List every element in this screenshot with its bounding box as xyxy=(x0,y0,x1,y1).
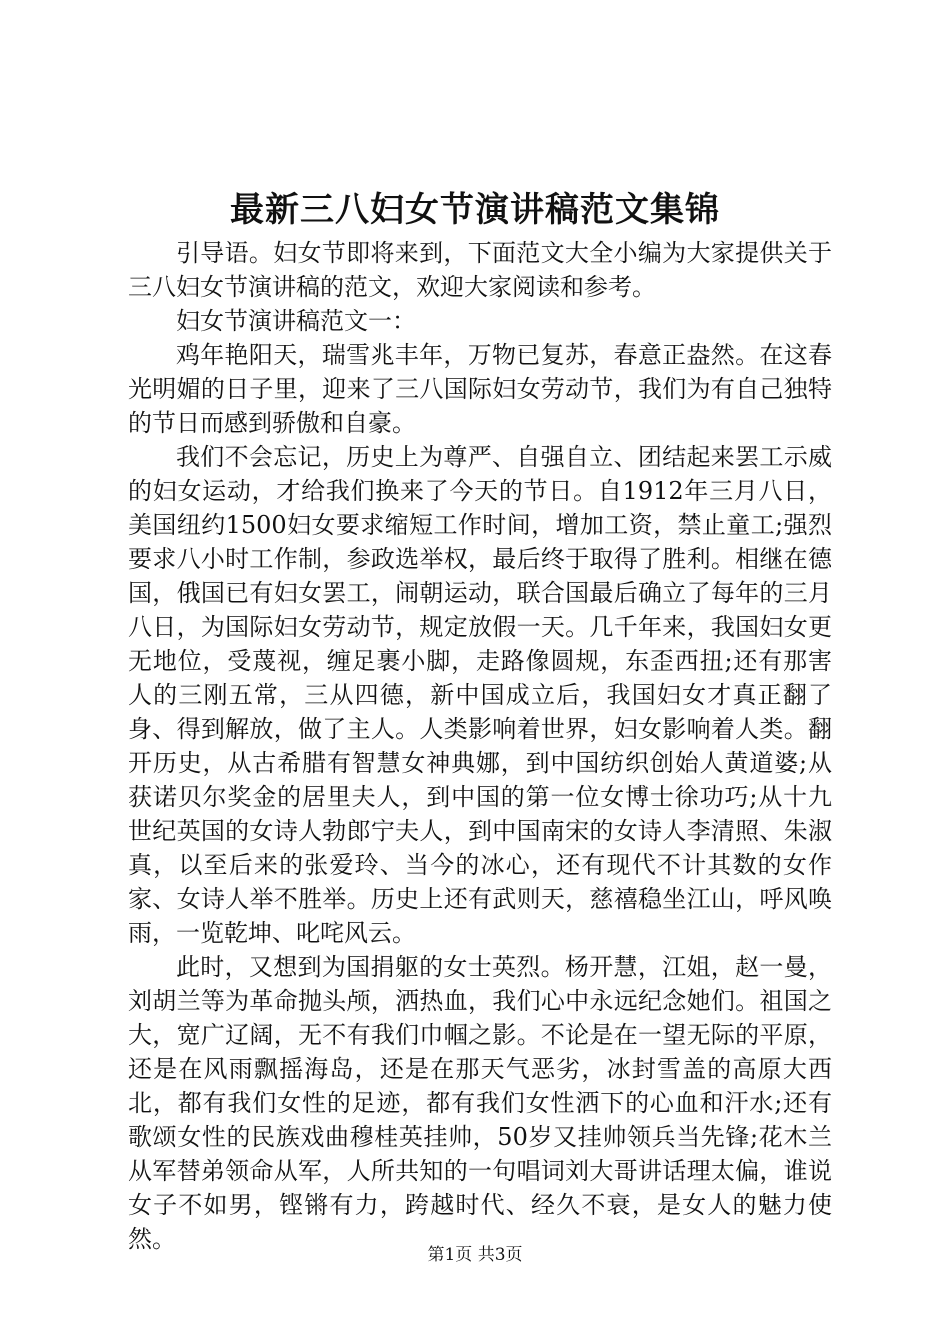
section-heading: 妇女节演讲稿范文一： xyxy=(176,307,416,335)
body-paragraph: 鸡年艳阳天，瑞雪兆丰年，万物已复苏，春意正盎然。在这春光明媚的日子里，迎来了三八国际妇女劳动节，我们为有自己独特的节日而感到骄傲和自豪。 xyxy=(128,341,832,437)
document-body xyxy=(128,236,832,1256)
document-title: 最新三八妇女节演讲稿范文集锦 xyxy=(230,190,720,230)
intro-paragraph: 引导语。妇女节即将来到，下面范文大全小编为大家提供关于三八妇女节演讲稿的范文，欢迎大家阅读和参考。 xyxy=(128,239,832,301)
page-number-footer: 第1页 共3页 xyxy=(427,1245,523,1265)
body-paragraph: 我们不会忘记，历史上为尊严、自强自立、团结起来罢工示威的妇女运动，才给我们换来了今天的节日。自1912年三月八日，美国纽约1500妇女要求缩短工作时间，增加工资，禁止童工;强烈要求八小时工作制，参政选举权，最后终于取得了胜利。相继在德国，俄国已有妇女罢工，闹朝运动，联合国最后确立了每年的三月八日，为国际妇女劳动节，规定放假一天。几千年来，我国妇女更无地位，受蔑视，缠足裹小脚，走路像圆规，东歪西扭;还有那害人的三刚五常，三从四德，新中国成立后，我国妇女才真正翻了身、得到解放，做了主人。人类影响着世界，妇女影响着人类。翻开历史，从古希腊有智慧女神典娜，到中国纺织创始人黄道婆;从获诺贝尔奖金的居里夫人，到中国的第一位女博士徐功巧;从十九世纪英国的女诗人勃郎宁夫人，到中国南宋的女诗人李清照、朱淑真，以至后来的张爱玲、当今的冰心，还有现代不计其数的女作家、女诗人举不胜举。历史上还有武则天，慈禧稳坐江山，呼风唤雨，一览乾坤、叱咤风云。 xyxy=(128,443,832,947)
body-paragraph: 此时，又想到为国捐躯的女士英烈。杨开慧，江姐，赵一曼，刘胡兰等为革命抛头颅，洒热血，我们心中永远纪念她们。祖国之大，宽广辽阔，无不有我们巾帼之影。不论是在一望无际的平原，还是在风雨飘摇海岛，还是在那天气恶劣，冰封雪盖的高原大西北，都有我们女性的足迹，都有我们女性洒下的心血和汗水;还有歌颂女性的民族戏曲穆桂英挂帅，50岁又挂帅领兵当先锋;花木兰从军替弟领命从军，人所共知的一句唱词刘大哥讲话理太偏，谁说女子不如男，铿锵有力，跨越时代、经久不衰，是女人的魅力使然。 xyxy=(128,953,832,1253)
